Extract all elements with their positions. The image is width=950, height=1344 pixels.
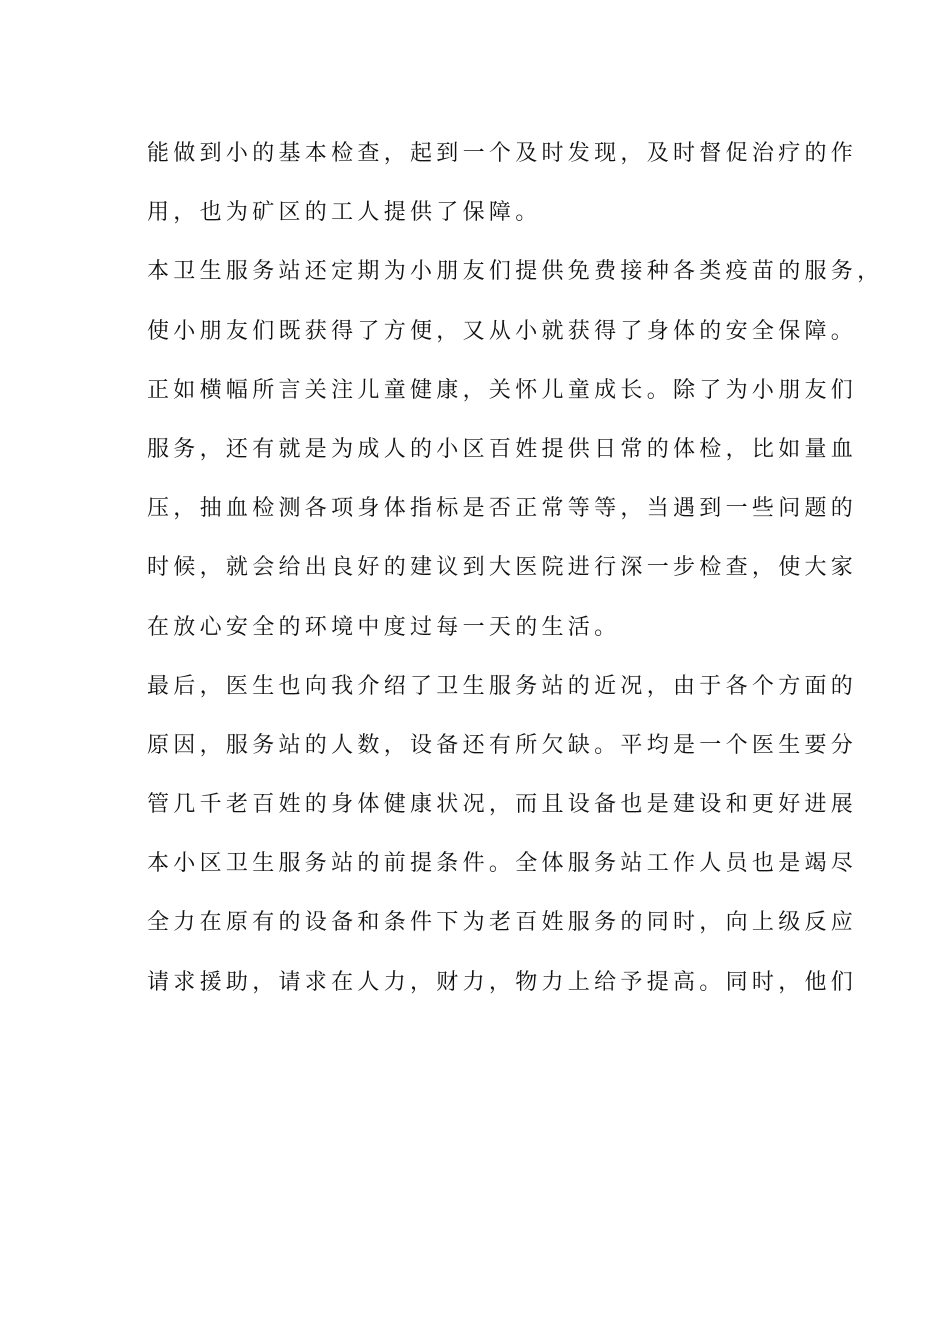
text-line: 管几千老百姓的身体健康状况，而且设备也是建设和更好进展 [147,792,858,818]
text-line: 在放心安全的环境中度过每一天的生活。 [147,614,621,640]
text-line: 使小朋友们既获得了方便，又从小就获得了身体的安全保障。 [147,318,858,344]
text-line: 时候，就会给出良好的建议到大医院进行深一步检查，使大家 [147,555,858,581]
text-line: 服务，还有就是为成人的小区百姓提供日常的体检，比如量血 [147,436,858,462]
text-line: 最后，医生也向我介绍了卫生服务站的近况，由于各个方面的 [147,673,858,699]
text-line: 能做到小的基本检查，起到一个及时发现，及时督促治疗的作 [147,141,858,166]
body-text [147,124,884,1012]
text-line: 正如横幅所言关注儿童健康，关怀儿童成长。除了为小朋友们 [147,377,858,403]
text-line: 原因，服务站的人数，设备还有所欠缺。平均是一个医生要分 [147,732,858,758]
text-line: 本卫生服务站还定期为小朋友们提供免费接种各类疫苗的服务， [147,259,884,285]
text-line: 压，抽血检测各项身体指标是否正常等等，当遇到一些问题的 [147,496,858,522]
text-line: 全力在原有的设备和条件下为老百姓服务的同时，向上级反应 [147,910,858,936]
text-line: 用，也为矿区的工人提供了保障。 [147,200,542,226]
text-line: 本小区卫生服务站的前提条件。全体服务站工作人员也是竭尽 [147,851,858,877]
text-line: 请求援助，请求在人力，财力，物力上给予提高。同时，他们 [147,969,858,995]
